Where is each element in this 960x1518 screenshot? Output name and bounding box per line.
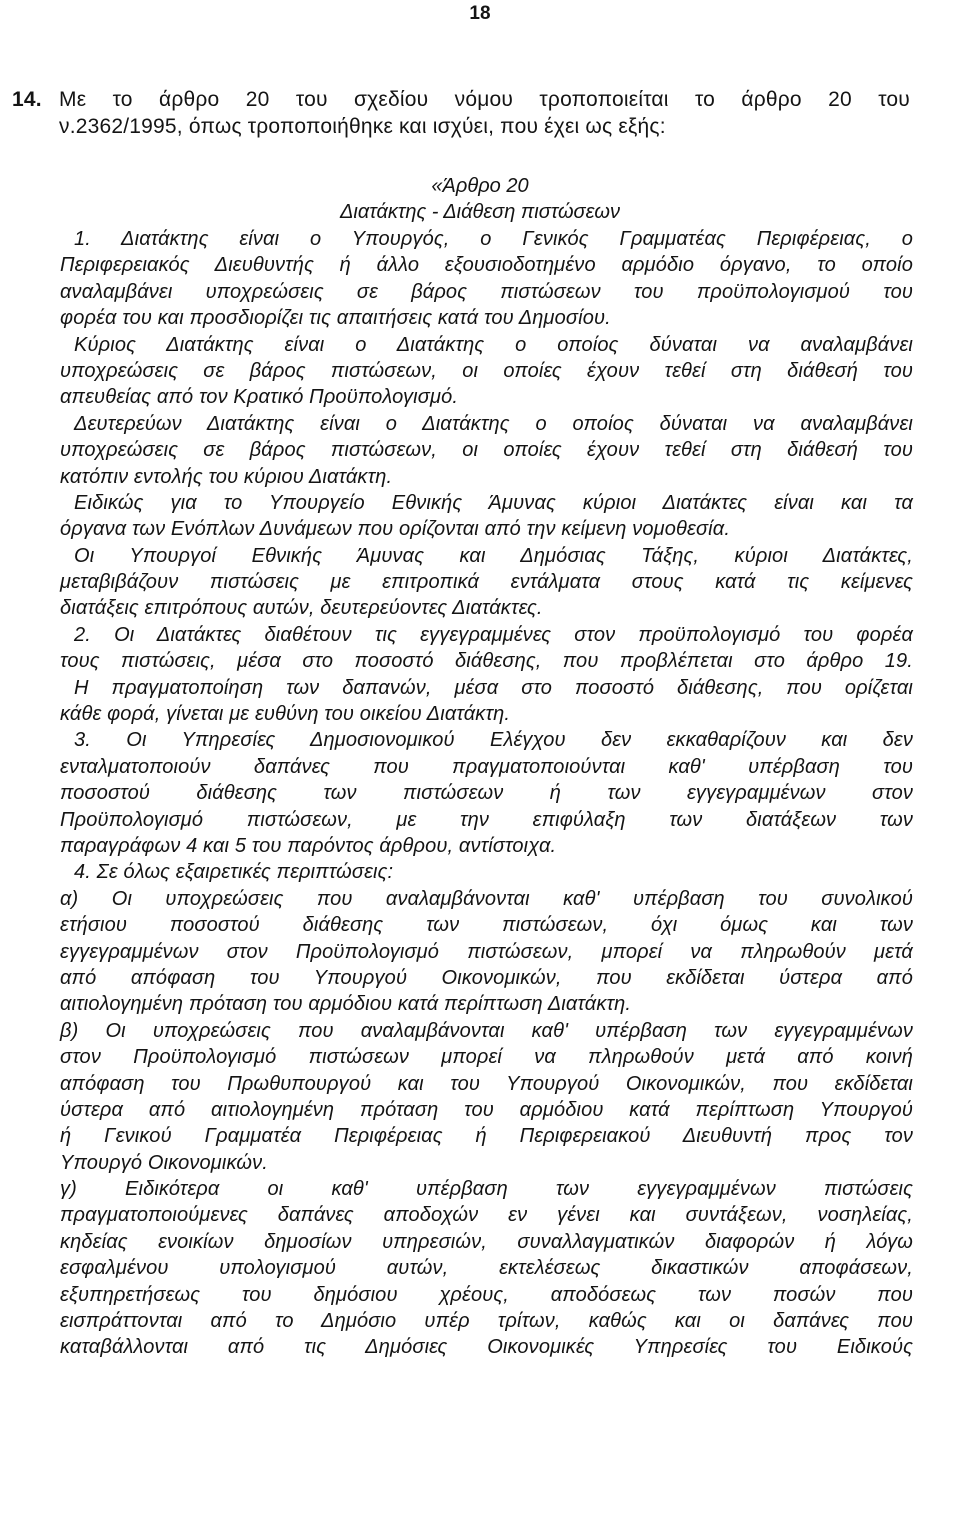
article-line: Η πραγματοποίηση των δαπανών, μέσα στο ποσοστό διάθεσης, που ορίζεται [74, 676, 913, 699]
article-line: Υπουργό Οικονομικών. [60, 1151, 268, 1174]
article-line: 2. Οι Διατάκτες διαθέτουν τις εγγεγραμμένες στον προϋπολογισμό του φορέα [74, 623, 913, 646]
article-body [60, 226, 913, 1361]
article-line: κηδείας ενοικίων δημοσίων υπηρεσιών, συναλλαγματικών διαφορών ή λόγω [60, 1230, 913, 1253]
article-line: φορέα του και προσδιορίζει τις απαιτήσεις κατά του Δημοσίου. [60, 307, 611, 330]
article-line: Ειδικώς για το Υπουργείο Εθνικής Άμυνας κύριοι Διατάκτες είναι και τα [74, 491, 913, 514]
article-line: εξυπηρετήσεως του δημόσιου χρέους, αποδόσεως των ποσών που [60, 1283, 913, 1306]
article-line: υποχρεώσεις σε βάρος πιστώσεων, οι οποίες έχουν τεθεί στη διάθεσή του [60, 439, 913, 462]
article-heading: «Άρθρο 20 [431, 175, 529, 197]
intro-paragraph [12, 86, 910, 140]
article-line: Κύριος Διατάκτης είναι ο Διατάκτης ο οποίος δύναται να αναλαμβάνει [74, 333, 913, 356]
page-number: 18 [469, 3, 491, 24]
article-line: στον Προϋπολογισμό πιστώσεων μπορεί να πληρωθούν μετά από κοινή [60, 1046, 913, 1069]
article-line: 1. Διατάκτης είναι ο Υπουργός, ο Γενικός Γραμματέας Περιφέρειας, ο [74, 228, 913, 250]
article-line: πραγματοποιούμενες δαπάνες αποδοχών εν γένει και συντάξεων, νοσηλείας, [60, 1204, 913, 1227]
article-line: εγγεγραμμένων στον Προϋπολογισμό πιστώσεων, μπορεί να πληρωθούν μετά [60, 940, 913, 963]
article-line: κάθε φορά, γίνεται με ευθύνη του οικείου Διατάκτη. [60, 703, 511, 726]
article-line: κατόπιν εντολής του κύριου Διατάκτη. [60, 465, 393, 488]
article-line: απόφαση του Πρωθυπουργού και του Υπουργού Οικονομικών, που εκδίδεται [60, 1072, 913, 1095]
article-line: ή Γενικού Γραμματέα Περιφέρειας ή Περιφερειακού Διευθυντή προς τον [60, 1125, 913, 1148]
article-line: ύστερα από αιτιολογημένη πρόταση του αρμόδιου κατά περίπτωση Υπουργού [60, 1098, 913, 1121]
article-line: παραγράφων 4 και 5 του παρόντος άρθρου, αντίστοιχα. [60, 834, 557, 857]
article-line: από απόφαση του Υπουργού Οικονομικών, που εκδίδεται ύστερα από [60, 966, 913, 989]
article-line: ετήσιου ποσοστού διάθεσης των πιστώσεων, όχι όμως και των [60, 914, 913, 937]
article-line: 3. Οι Υπηρεσίες Δημοσιονομικού Ελέγχου δεν εκκαθαρίζουν και δεν [74, 729, 913, 752]
intro-line-1 [12, 86, 910, 113]
article-line: ποσοστού διάθεσης των πιστώσεων ή των εγγεγραμμένων στον [60, 782, 913, 805]
article-line: υποχρεώσεις σε βάρος πιστώσεων, οι οποίες έχουν τεθεί στη διάθεσή του [60, 359, 913, 382]
article-line: 4. Σε όλως εξαιρετικές περιπτώσεις: [74, 861, 394, 884]
article-line: αιτιολογημένη πρόταση του αρμόδιου κατά περίπτωση Διατάκτη. [60, 993, 632, 1016]
article-line: Οι Υπουργοί Εθνικής Άμυνας και Δημόσιας Τάξης, κύριοι Διατάκτες, [74, 544, 913, 567]
article-line: καταβάλλονται από τις Δημόσιες Οικονομικές Υπηρεσίες του Ειδικούς [60, 1336, 913, 1359]
item-number: 14. [12, 88, 42, 111]
intro-line-2: ν.2362/1995, όπως τροποποιήθηκε και ισχύει, που έχει ως εξής: [59, 115, 666, 138]
article-line: εισπράττονται από το Δημόσιο υπέρ τρίτων, καθώς και οι δαπάνες που [60, 1310, 913, 1333]
article-line: β) Οι υποχρεώσεις που αναλαμβάνονται καθ' υπέρβαση των εγγεγραμμένων [60, 1019, 913, 1042]
article-line: α) Οι υποχρεώσεις που αναλαμβάνονται καθ' υπέρβαση του συνολικού [60, 887, 913, 910]
article-line: τους πιστώσεις, μέσα στο ποσοστό διάθεσης, που προβλέπεται στο άρθρο 19. [60, 650, 913, 673]
article-line: Προϋπολογισμό πιστώσεων, με την επιφύλαξη των διατάξεων των [60, 808, 913, 831]
article-line: Δευτερεύων Διατάκτης είναι ο Διατάκτης ο οποίος δύναται να αναλαμβάνει [74, 412, 913, 435]
article-line: μεταβιβάζουν πιστώσεις με επιτροπικά εντάλματα στους κατά τις κείμενες [60, 571, 913, 594]
article-line: Περιφερειακός Διευθυντής ή άλλο εξουσιοδοτημένο αρμόδιο όργανο, το οποίο [60, 254, 913, 277]
article-line: γ) Ειδικότερα οι καθ' υπέρβαση των εγγεγραμμένων πιστώσεις [60, 1178, 913, 1201]
article-line: όργανα των Ενόπλων Δυνάμεων που ορίζονται από την κείμενη νομοθεσία. [60, 518, 731, 541]
article-line: ενταλματοποιούν δαπάνες που πραγματοποιούνται καθ' υπέρβαση του [60, 755, 913, 778]
article-subheading: Διατάκτης - Διάθεση πιστώσεων [340, 201, 620, 223]
intro-text-1: Με το άρθρο 20 του σχεδίου νόμου τροποποιείται το άρθρο 20 του [59, 88, 910, 111]
article-line: απευθείας από τον Κρατικό Προϋπολογισμό. [60, 386, 459, 409]
article-line: αναλαμβάνει υποχρεώσεις σε βάρος πιστώσεων του προϋπολογισμού του [60, 280, 913, 303]
article-line: εσφαλμένου υπολογισμού αυτών, εκτελέσεως δικαστικών αποφάσεων, [60, 1257, 913, 1280]
article-line: διατάξεις επιτρόπους αυτών, δευτερεύοντες Διατάκτες. [60, 597, 543, 620]
